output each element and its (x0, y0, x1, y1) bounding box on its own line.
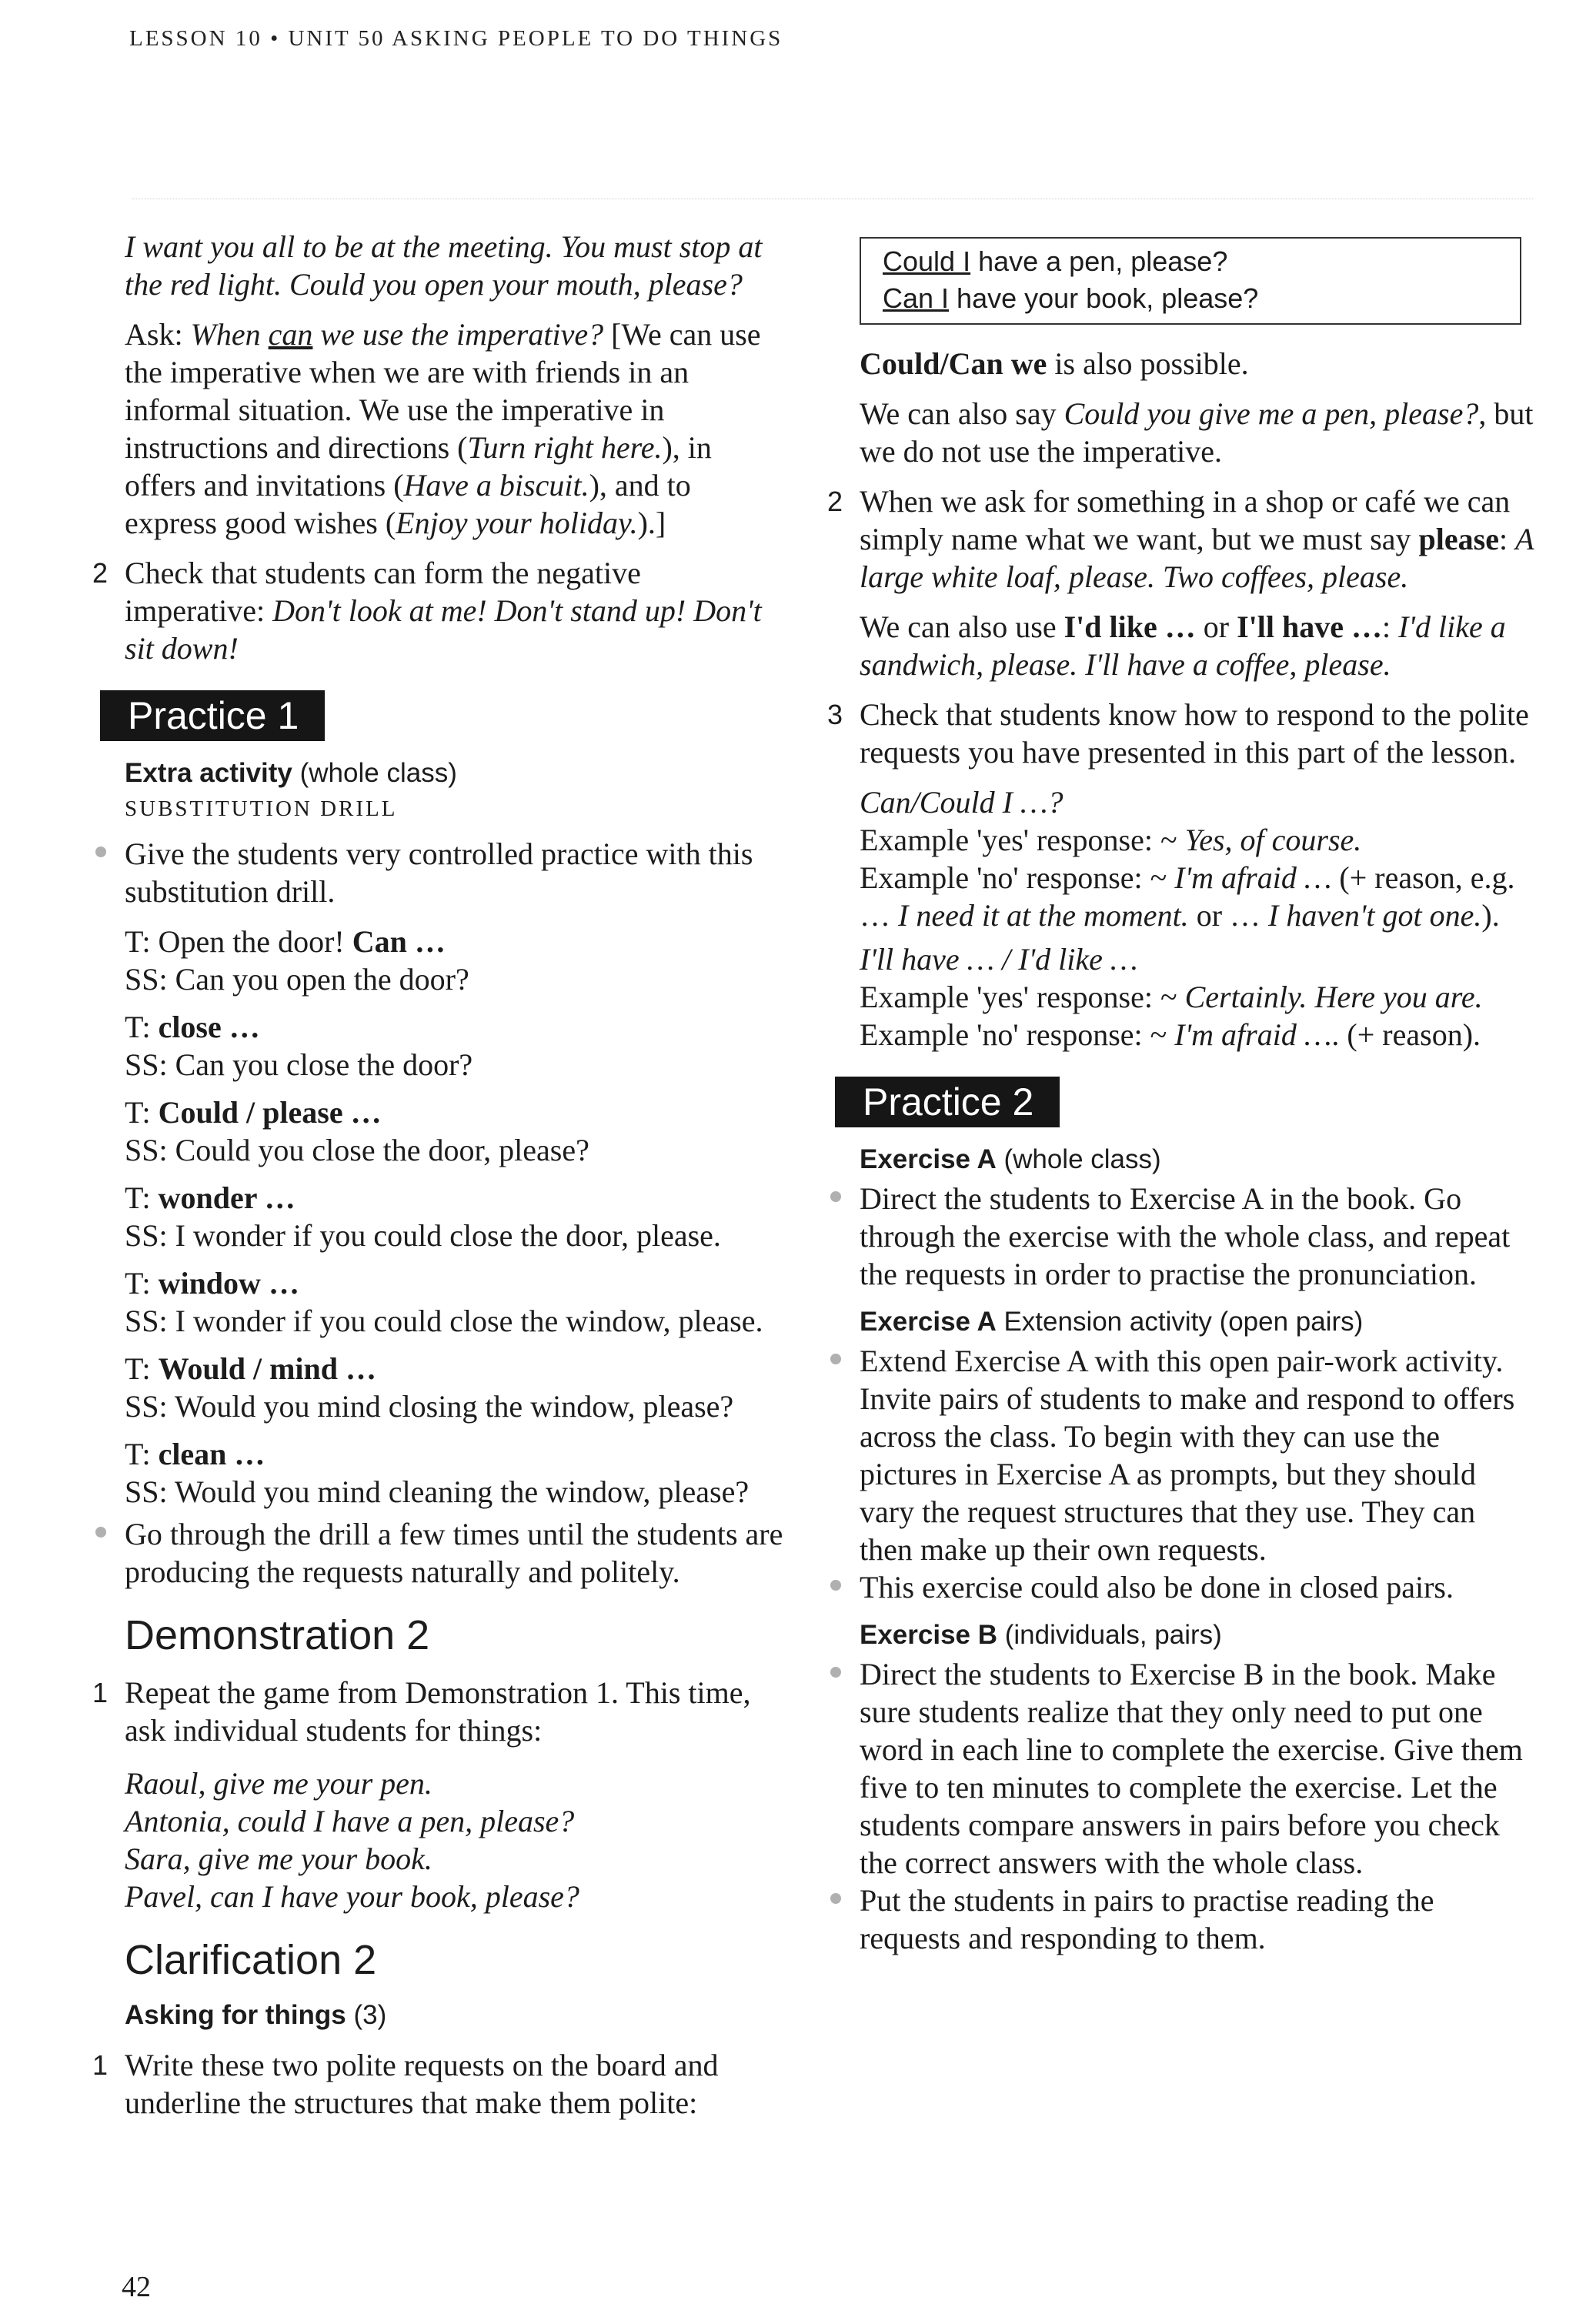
drill-pair: T: clean … SS: Would you mind cleaning the window, please? (125, 1437, 750, 1509)
right-column (827, 237, 1535, 1969)
exercise-b-heading: Exercise B (individuals, pairs) (860, 1620, 1222, 1650)
bullet-icon (830, 1893, 841, 1904)
substitution-drill-label: SUBSTITUTION DRILL (125, 796, 398, 821)
exercise-a-extension-heading: Exercise A Extension activity (open pairs) (860, 1307, 1364, 1337)
also-use: We can also use I'd like … or I'll have …: I'd like a sandwich, please. I'll have a coffee, please. (860, 609, 1506, 682)
bullet-item: Go through the drill a few times until the students are producing the requests naturally and politely. (92, 1515, 785, 1591)
asking-for-things-heading: Asking for things (3) (125, 2000, 387, 2030)
drill-pair: T: window … SS: I wonder if you could close the window, please. (125, 1266, 763, 1338)
demonstration-2-heading: Demonstration 2 (125, 1612, 430, 1658)
drill-pair: T: wonder … SS: I wonder if you could close the door, please. (125, 1180, 721, 1253)
numbered-item-2: 2 When we ask for something in a shop or café we can simply name what we want, but we must say please: A large white loaf, please. Two coffees, please. (827, 484, 1534, 594)
drill-pair: T: Open the door! Can … SS: Can you open the door? (125, 924, 469, 997)
bullet-item: Direct the students to Exercise A in the book. Go through the exercise with the whole class, and repeat the requests in order to practise the pronunciation. (827, 1180, 1535, 1293)
numbered-item-1: 1 Repeat the game from Demonstration 1. This time, ask individual students for things: (92, 1675, 751, 1748)
bullet-item: Direct the students to Exercise B in the book. Make sure students realize that they only need to put one word in each line to complete the exercise. Give them five to ten minutes to complete the exercise. Let the students compare answers in pairs before you check the correct answers with the whole class. (827, 1655, 1535, 1882)
intro-examples: I want you all to be at the meeting. You must stop at the red light. Could you open your mouth, please? (125, 229, 763, 302)
numbered-item-3: 3 Check that students know how to respond to the polite requests you have presented in this part of the lesson. (827, 697, 1529, 770)
bullet-icon (830, 1191, 841, 1202)
also-possible: Could/Can we is also possible. (860, 346, 1249, 381)
also-say: We can also say Could you give me a pen, please?, but we do not use the imperative. (860, 396, 1534, 469)
item-number: 1 (92, 1677, 109, 1708)
responses-1: Can/Could I …? Example 'yes' response: ~ Yes, of course. Example 'no' response: ~ I'm afraid … (+ reason, e.g. … I need it at the moment. or … I haven't got one.). (860, 785, 1515, 933)
board-requests-box: Could I have a pen, please? Can I have your book, please? (860, 237, 1521, 325)
left-column (92, 228, 785, 2134)
clarification-2-heading: Clarification 2 (125, 1937, 377, 1983)
bullet-item: Give the students very controlled practice with this substitution drill. (92, 835, 785, 910)
practice-2-heading: Practice 2 (835, 1077, 1060, 1127)
bullet-item: Put the students in pairs to practise reading the requests and responding to them. (827, 1882, 1535, 1957)
page-number: 42 (122, 2271, 151, 2303)
extra-activity-heading: Extra activity (whole class) (125, 758, 457, 788)
ask-paragraph: Ask: When can we use the imperative? [We can use the imperative when we are with friends in an informal situation. We use the imperative in instructions and directions (Turn right here.), in offers and invitations (Have a biscuit.), and to express good wishes (Enjoy your holiday.).] (125, 317, 761, 540)
item-number: 1 (92, 2049, 109, 2081)
demo-examples: Raoul, give me your pen. Antonia, could I have a pen, please? Sara, give me your book. Pavel, can I have your book, please? (125, 1766, 579, 1914)
running-head: LESSON 10 • UNIT 50 ASKING PEOPLE TO DO THINGS (129, 26, 783, 51)
bullet-item: Extend Exercise A with this open pair-work activity. Invite pairs of students to make and respond to offers across the class. To begin with they can use the pictures in Exercise A as prompts, but they should vary the request structures that they use. They can then make up their own requests. (827, 1342, 1535, 1568)
drill-pair: T: close … SS: Can you close the door? (125, 1010, 473, 1082)
drill-pair: T: Could / please … SS: Could you close the door, please? (125, 1095, 589, 1167)
bullet-icon (95, 846, 106, 857)
numbered-item-1: 1 Write these two polite requests on the board and underline the structures that make them polite: (92, 2048, 719, 2120)
item-number: 3 (827, 699, 843, 730)
bullet-icon (830, 1667, 841, 1678)
exercise-a-heading: Exercise A (whole class) (860, 1144, 1161, 1174)
practice-1-heading: Practice 1 (100, 690, 325, 741)
drill-pair: T: Would / mind … SS: Would you mind closing the window, please? (125, 1351, 734, 1424)
item-number: 2 (827, 486, 843, 517)
item-number: 2 (92, 557, 109, 589)
numbered-item-2: 2 Check that students can form the negative imperative: Don't look at me! Don't stand up! Don't sit down! (92, 556, 762, 666)
bullet-icon (95, 1527, 106, 1538)
bullet-icon (830, 1580, 841, 1591)
responses-2: I'll have … / I'd like … Example 'yes' response: ~ Certainly. Here you are. Example 'no' response: ~ I'm afraid …. (+ reason). (860, 942, 1483, 1052)
bullet-item: This exercise could also be done in closed pairs. (827, 1568, 1535, 1606)
bullet-icon (830, 1354, 841, 1364)
